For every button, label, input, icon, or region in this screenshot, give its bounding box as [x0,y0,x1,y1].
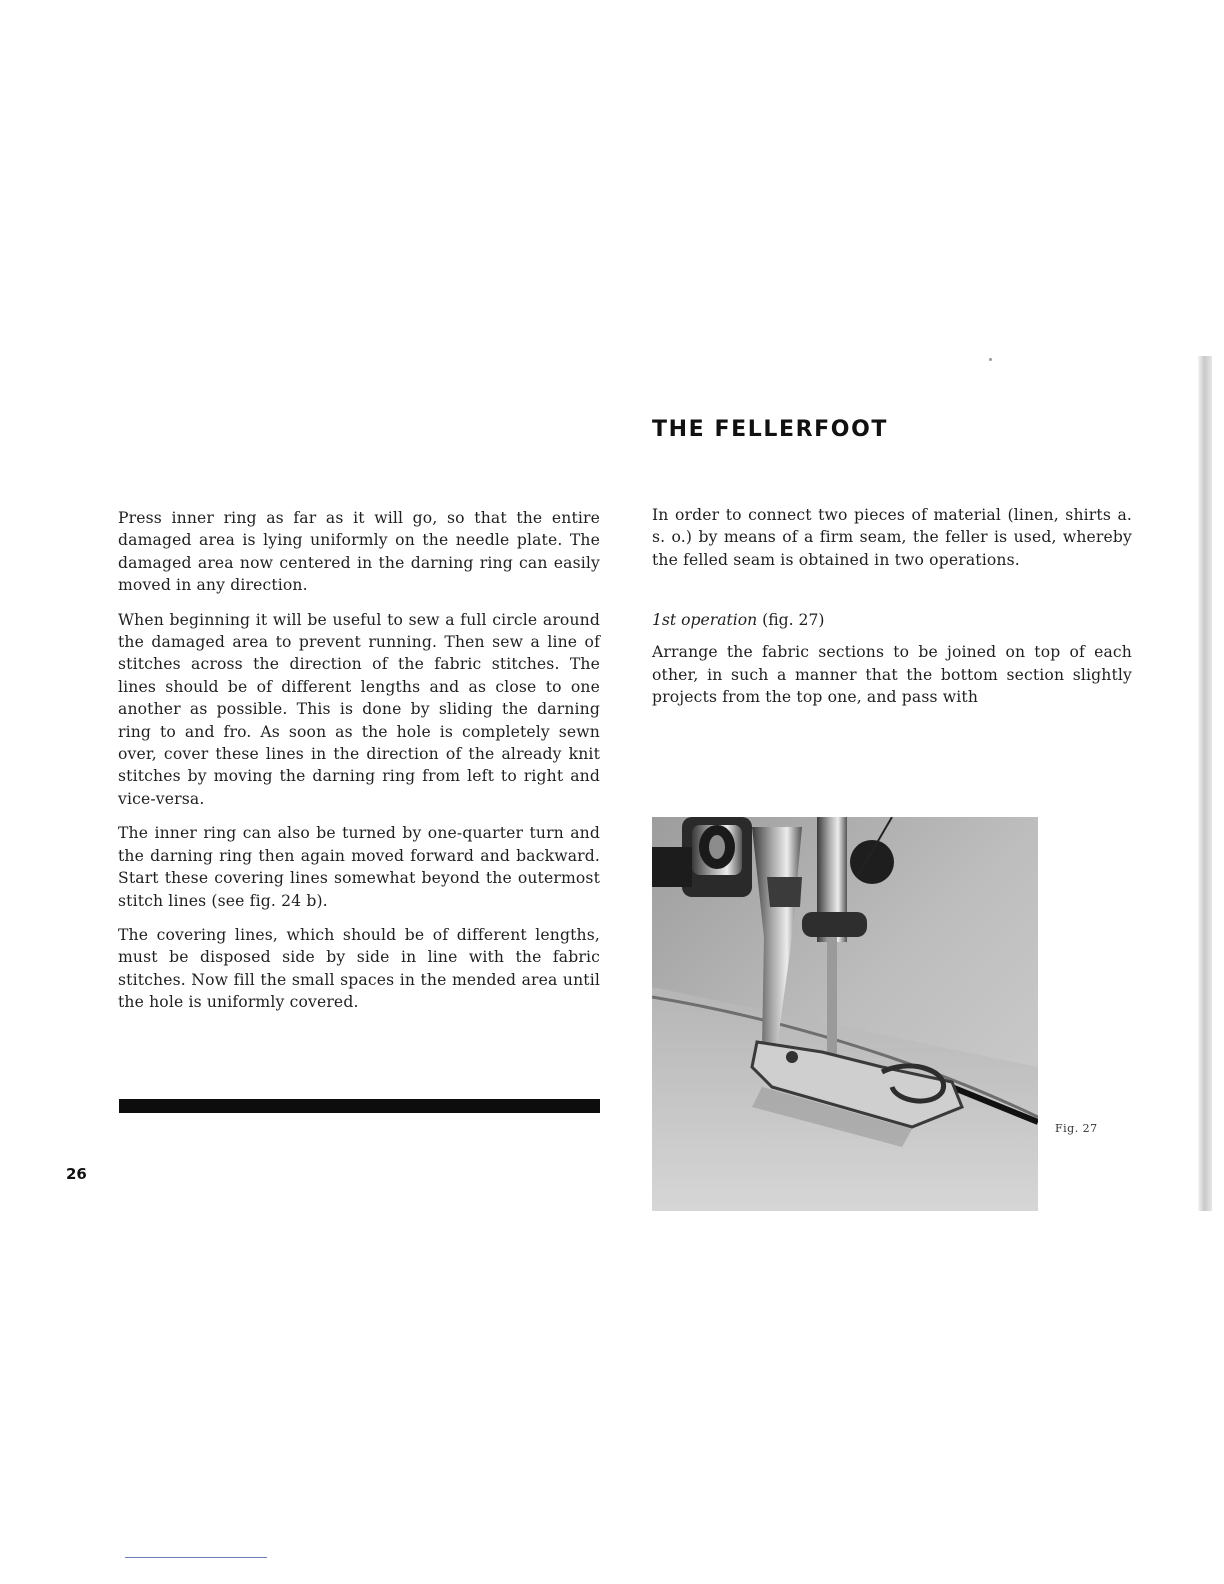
left-column [118,507,600,1026]
operation-paragraph: Arrange the fabric sections to be joined on top of each other, in such a manner that the bottom section slightly projects from the top one, and pass with [652,643,1132,707]
figure-caption: Fig. 27 [1055,1122,1098,1135]
bottom-decorative-line [125,1557,267,1558]
left-paragraph-1: Press inner ring as far as it will go, so that the entire damaged area is lying uniformly on the needle plate. The damaged area now centered in the darning ring can easily moved in any direction. [118,509,600,595]
section-divider-bar [119,1099,600,1113]
scan-speck [989,358,992,361]
left-paragraph-3: The inner ring can also be turned by one-quarter turn and the darning ring then again moved forward and backward. Start these covering lines somewhat beyond the outermost stitch lines (see fig. 24 b). [118,824,600,910]
fellerfoot-photo [652,817,1038,1211]
intro-paragraph: In order to connect two pieces of material (linen, shirts a. s. o.) by means of a firm seam, the feller is used, whereby the felled seam is obtained in two operations. [652,506,1132,569]
right-column [652,504,1132,720]
page-edge-shadow [1198,356,1212,1211]
left-paragraph-2: When beginning it will be useful to sew a full circle around the damaged area to prevent running. Then sew a line of stitches across the direction of the fabric stitches. The lines should be of different lengths and as close to one another as possible. This is done by sliding the darning ring to and fro. As soon as the hole is completely sewn over, cover these lines in the direction of the already knit stitches by moving the darning ring from left to right and vice-versa. [118,610,600,808]
fellerfoot-photo-illustration [652,817,1038,1211]
operation-figure-ref: (fig. 27) [762,611,825,630]
section-heading: THE FELLERFOOT [652,417,889,442]
operation-subheading [652,609,1132,631]
left-paragraph-4: The covering lines, which should be of different lengths, must be disposed side by side in line with the fabric stitches. Now fill the small spaces in the mended area until the hole is uniformly covered. [118,925,600,1012]
operation-label: 1st operation [652,611,758,630]
page-number: 26 [66,1165,87,1183]
